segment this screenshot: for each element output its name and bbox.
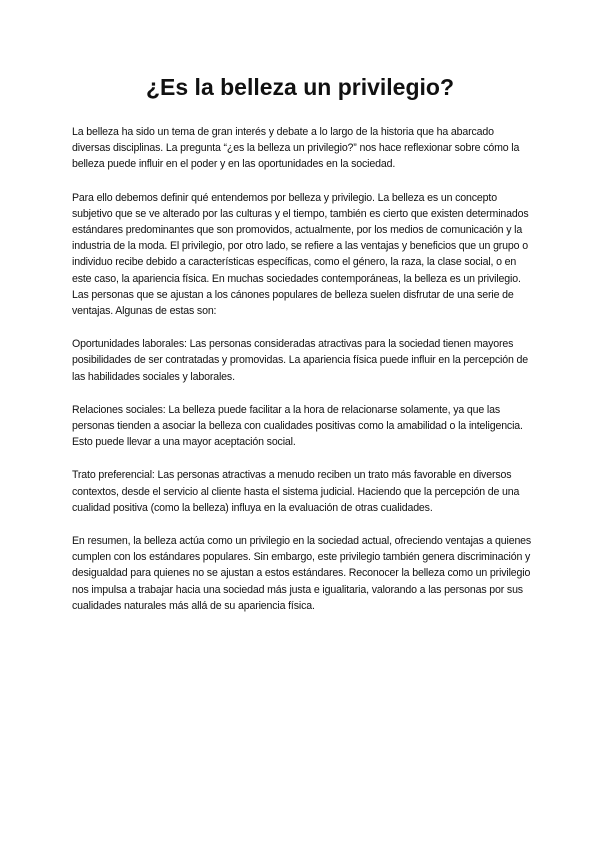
paragraph-social-relations: Relaciones sociales: La belleza puede facilitar a la hora de relacionarse solamente, ya que las personas tienden a asociar la belleza con cualidades positivas como la amabilidad o la inteligencia. Esto puede llevar a una mayor aceptación social. [72,403,523,449]
paragraph-definitions: Para ello debemos definir qué entendemos por belleza y privilegio. La belleza es un concepto subjetivo que se ve alterado por las culturas y el tiempo, también es cierto que existen determinados estándares predominantes que son promovidos, actualmente, por los medios de comunicación y la industria de la moda. El privilegio, por otro lado, se refiere a las ventajas y beneficios que un grupo o individuo recibe debido a características específicas, como el género, la raza, la clase social, o en este caso, la apariencia física. En muchas sociedades contemporáneas, la belleza es un privilegio. Las personas que se ajustan a los cánones populares de belleza suelen disfrutar de una serie de ventajas. Algunas de estas son: [72,191,529,318]
paragraph-conclusion: En resumen, la belleza actúa como un privilegio en la sociedad actual, ofreciendo ventajas a quienes cumplen con los estándares populares. Sin embargo, este privilegio también genera discriminación y desigualdad para quienes no se ajustan a estos estándares. Reconocer la belleza como un privilegio nos impulsa a trabajar hacia una sociedad más justa e igualitaria, valorando a las personas por sus cualidades naturales más allá de su apariencia física. [72,535,532,612]
paragraph-preferential-treatment: Trato preferencial: Las personas atractivas a menudo reciben un trato más favorable en diversos contextos, desde el servicio al cliente hasta el sistema judicial. Haciendo que la percepción de una cualidad positiva (como la belleza) influya en la evaluación de otras cualidades. [72,469,520,514]
page-title: ¿Es la belleza un privilegio? [145,74,455,100]
paragraph-job-opportunities: Oportunidades laborales: Las personas consideradas atractivas para la sociedad tienen mayores posibilidades de ser contratadas y promovidas. La apariencia física puede influir en la percepción de las habilidades sociales y laborales. [72,338,528,383]
paragraph-intro: La belleza ha sido un tema de gran interés y debate a lo largo de la historia que ha abarcado diversas disciplinas. La pregunta “¿es la belleza un privilegio?” nos hace reflexionar sobre cómo la belleza puede influir en el poder y en las oportunidades en la sociedad. [72,126,520,171]
document-body [72,124,532,631]
